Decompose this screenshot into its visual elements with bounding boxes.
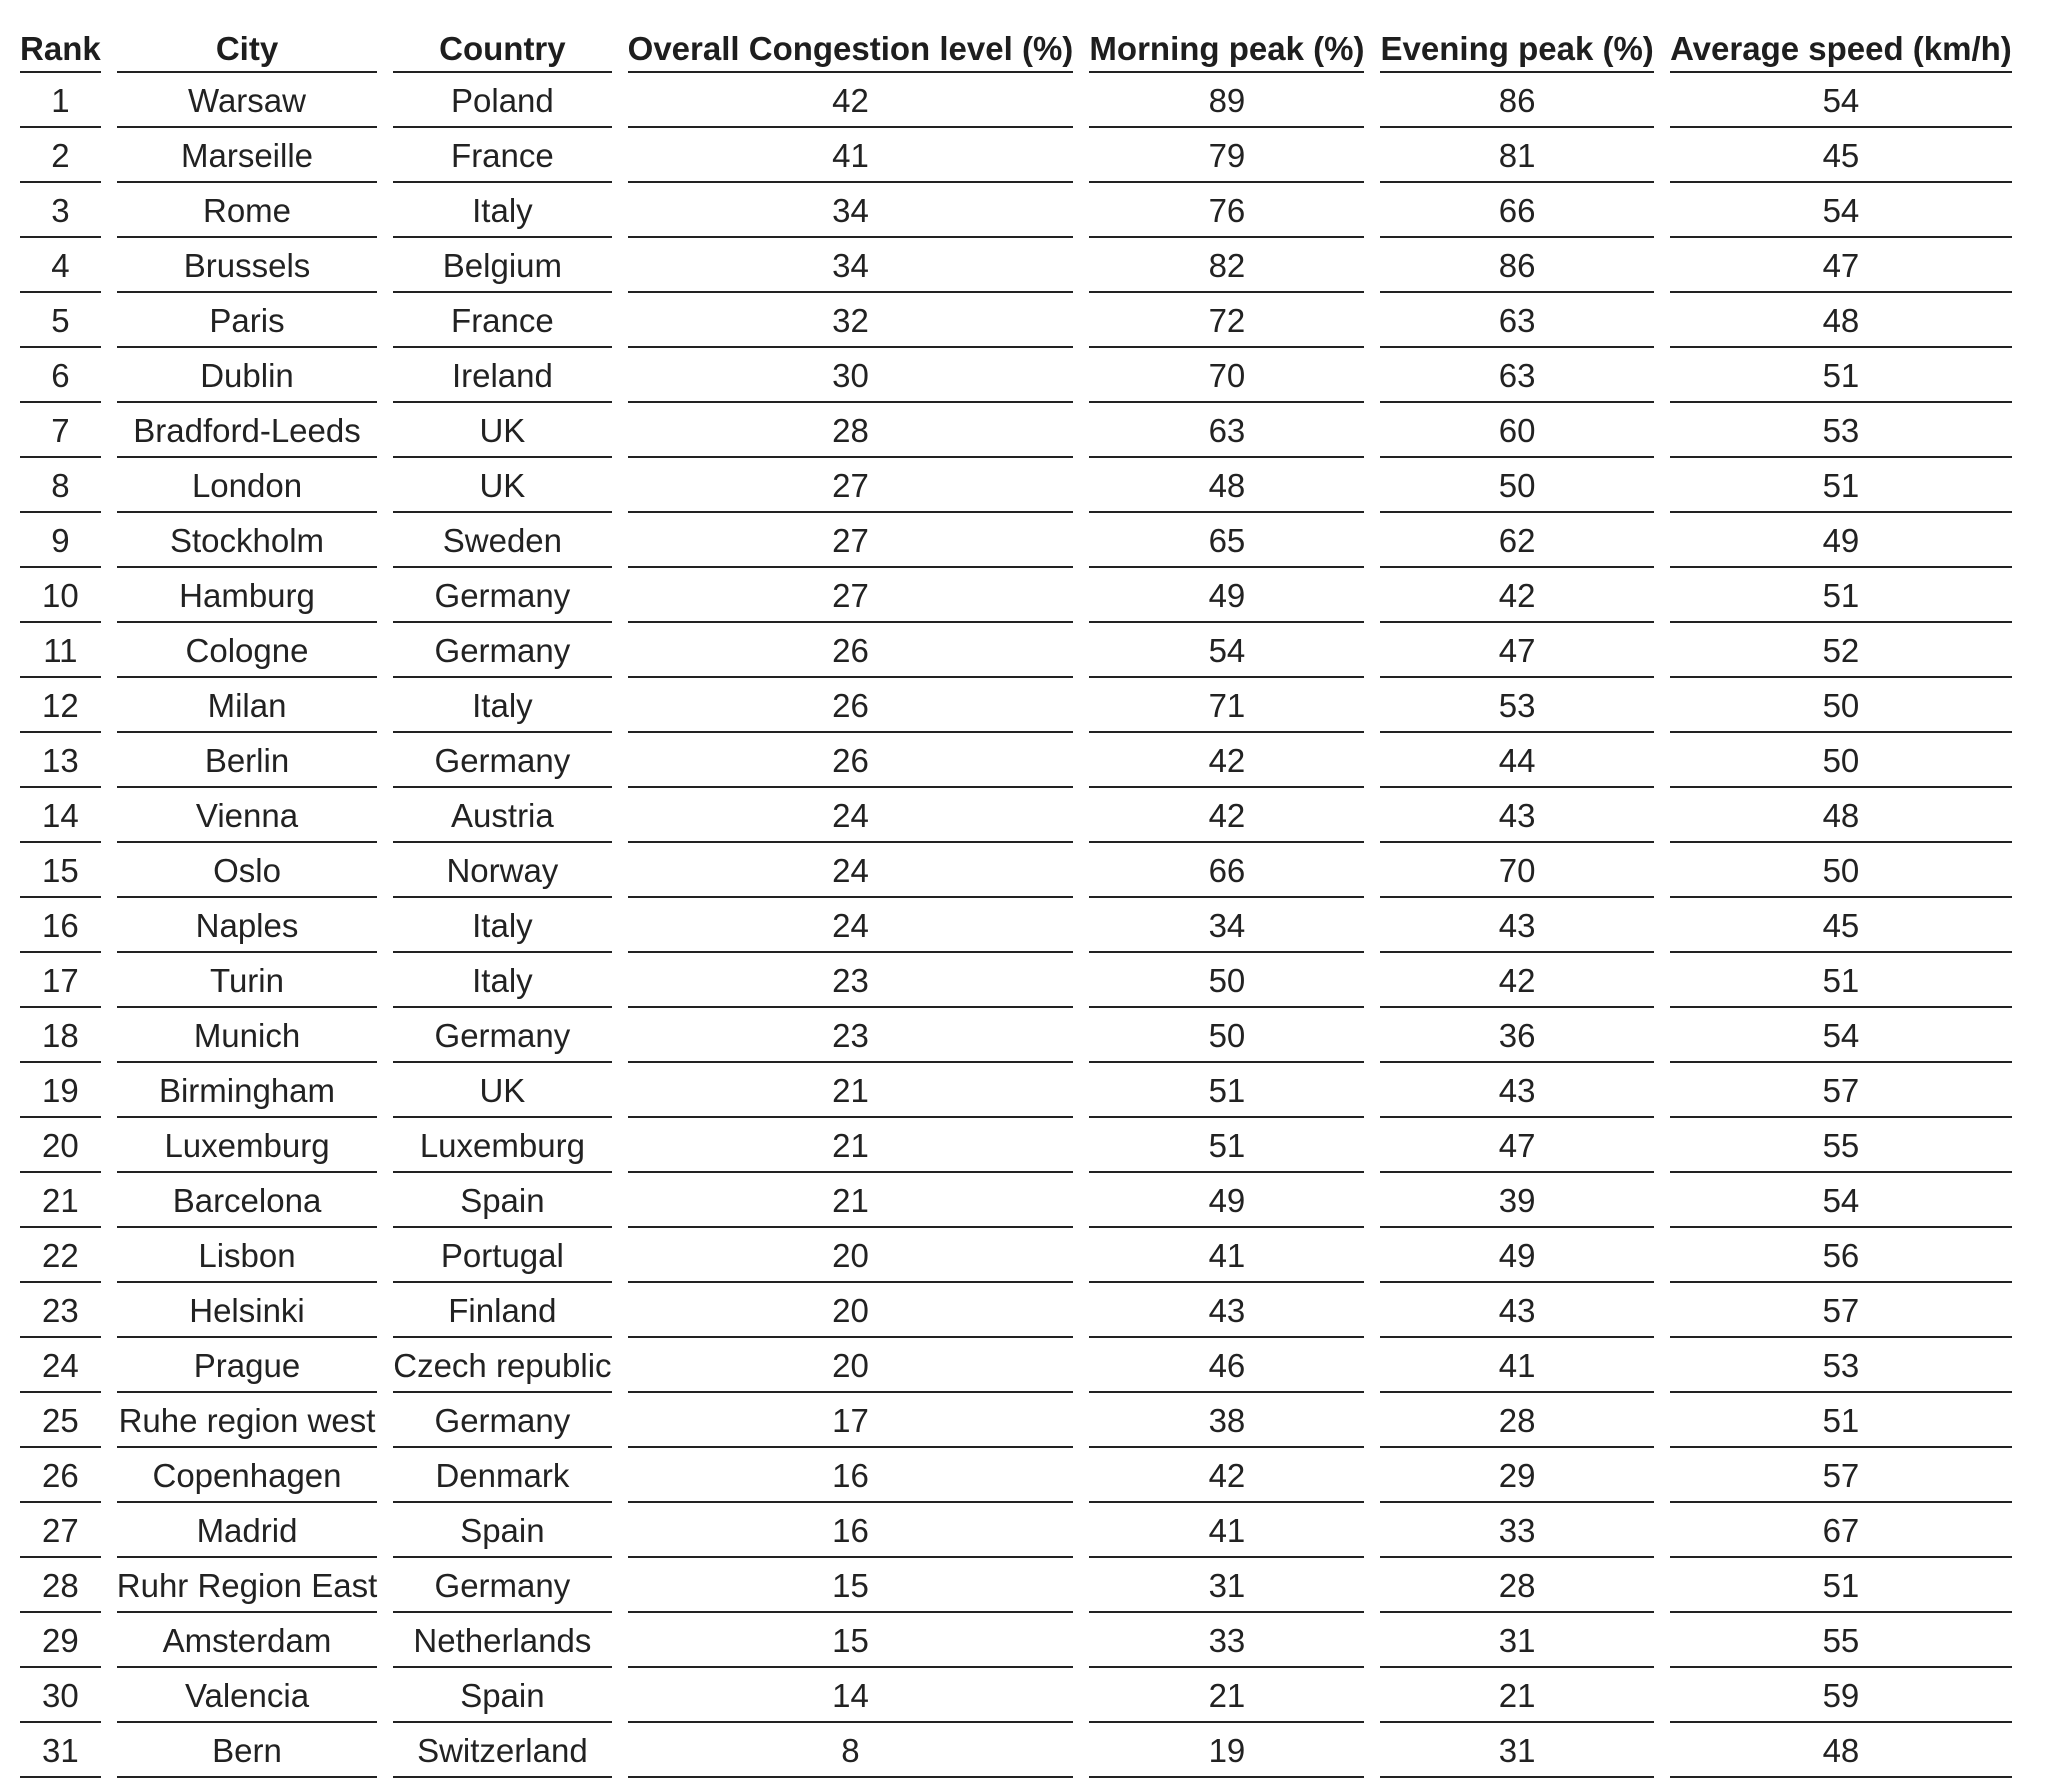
cell-rank: 13 <box>20 733 101 788</box>
cell-average-speed: 51 <box>1670 1558 2012 1613</box>
cell-morning-peak: 79 <box>1089 128 1364 183</box>
cell-country: Luxemburg <box>393 1118 611 1173</box>
cell-evening-peak: 63 <box>1380 348 1653 403</box>
cell-country: Denmark <box>393 1448 611 1503</box>
cell-country: UK <box>393 1063 611 1118</box>
cell-average-speed: 50 <box>1670 843 2012 898</box>
cell-rank: 15 <box>20 843 101 898</box>
cell-rank: 23 <box>20 1283 101 1338</box>
header-morning-peak: Morning peak (%) <box>1089 18 1364 73</box>
cell-overall-congestion: 15 <box>628 1613 1074 1668</box>
table-row <box>20 183 2012 238</box>
cell-overall-congestion: 34 <box>628 183 1074 238</box>
cell-morning-peak: 51 <box>1089 1118 1364 1173</box>
cell-country: Czech republic <box>393 1338 611 1393</box>
cell-average-speed: 48 <box>1670 293 2012 348</box>
cell-evening-peak: 70 <box>1380 843 1653 898</box>
cell-morning-peak: 46 <box>1089 1338 1364 1393</box>
cell-overall-congestion: 17 <box>628 1393 1074 1448</box>
cell-evening-peak: 21 <box>1380 1668 1653 1723</box>
cell-city: Turin <box>117 953 377 1008</box>
cell-average-speed: 54 <box>1670 1008 2012 1063</box>
cell-country: Germany <box>393 1558 611 1613</box>
cell-average-speed: 45 <box>1670 898 2012 953</box>
cell-rank: 24 <box>20 1338 101 1393</box>
cell-rank: 17 <box>20 953 101 1008</box>
cell-country: Netherlands <box>393 1613 611 1668</box>
table-row <box>20 1558 2012 1613</box>
cell-country: France <box>393 128 611 183</box>
table-row <box>20 1063 2012 1118</box>
cell-overall-congestion: 26 <box>628 623 1074 678</box>
cell-overall-congestion: 24 <box>628 843 1074 898</box>
cell-city: London <box>117 458 377 513</box>
cell-average-speed: 51 <box>1670 568 2012 623</box>
table-row <box>20 403 2012 458</box>
header-overall-congestion: Overall Congestion level (%) <box>628 18 1074 73</box>
cell-morning-peak: 42 <box>1089 733 1364 788</box>
cell-rank: 25 <box>20 1393 101 1448</box>
cell-morning-peak: 66 <box>1089 843 1364 898</box>
cell-country: France <box>393 293 611 348</box>
cell-city: Naples <box>117 898 377 953</box>
cell-average-speed: 54 <box>1670 183 2012 238</box>
cell-city: Bradford-Leeds <box>117 403 377 458</box>
cell-evening-peak: 60 <box>1380 403 1653 458</box>
cell-country: Finland <box>393 1283 611 1338</box>
cell-evening-peak: 39 <box>1380 1173 1653 1228</box>
cell-rank: 6 <box>20 348 101 403</box>
cell-evening-peak: 33 <box>1380 1503 1653 1558</box>
cell-city: Barcelona <box>117 1173 377 1228</box>
cell-city: Marseille <box>117 128 377 183</box>
cell-morning-peak: 49 <box>1089 1173 1364 1228</box>
cell-average-speed: 48 <box>1670 788 2012 843</box>
cell-overall-congestion: 20 <box>628 1228 1074 1283</box>
cell-morning-peak: 42 <box>1089 788 1364 843</box>
cell-morning-peak: 63 <box>1089 403 1364 458</box>
header-average-speed: Average speed (km/h) <box>1670 18 2012 73</box>
cell-city: Cologne <box>117 623 377 678</box>
cell-rank: 18 <box>20 1008 101 1063</box>
cell-rank: 10 <box>20 568 101 623</box>
table-row <box>20 1723 2012 1778</box>
table-row <box>20 238 2012 293</box>
cell-city: Dublin <box>117 348 377 403</box>
cell-evening-peak: 43 <box>1380 898 1653 953</box>
cell-average-speed: 57 <box>1670 1283 2012 1338</box>
table-body <box>20 73 2012 1778</box>
table-row <box>20 513 2012 568</box>
cell-morning-peak: 54 <box>1089 623 1364 678</box>
table-row <box>20 1228 2012 1283</box>
cell-rank: 30 <box>20 1668 101 1723</box>
cell-morning-peak: 48 <box>1089 458 1364 513</box>
cell-average-speed: 54 <box>1670 73 2012 128</box>
cell-country: Germany <box>393 733 611 788</box>
cell-city: Paris <box>117 293 377 348</box>
cell-average-speed: 56 <box>1670 1228 2012 1283</box>
cell-morning-peak: 42 <box>1089 1448 1364 1503</box>
table-row <box>20 1448 2012 1503</box>
cell-overall-congestion: 34 <box>628 238 1074 293</box>
cell-country: Germany <box>393 1393 611 1448</box>
cell-evening-peak: 31 <box>1380 1613 1653 1668</box>
cell-overall-congestion: 20 <box>628 1283 1074 1338</box>
cell-rank: 2 <box>20 128 101 183</box>
cell-rank: 27 <box>20 1503 101 1558</box>
congestion-table <box>4 18 2028 1778</box>
cell-city: Luxemburg <box>117 1118 377 1173</box>
cell-evening-peak: 43 <box>1380 788 1653 843</box>
cell-evening-peak: 36 <box>1380 1008 1653 1063</box>
cell-overall-congestion: 41 <box>628 128 1074 183</box>
cell-overall-congestion: 24 <box>628 788 1074 843</box>
cell-evening-peak: 43 <box>1380 1063 1653 1118</box>
cell-morning-peak: 31 <box>1089 1558 1364 1613</box>
cell-city: Ruhr Region East <box>117 1558 377 1613</box>
cell-city: Brussels <box>117 238 377 293</box>
cell-evening-peak: 31 <box>1380 1723 1653 1778</box>
cell-evening-peak: 66 <box>1380 183 1653 238</box>
cell-country: UK <box>393 403 611 458</box>
cell-morning-peak: 49 <box>1089 568 1364 623</box>
cell-country: Switzerland <box>393 1723 611 1778</box>
table-row <box>20 293 2012 348</box>
cell-country: Germany <box>393 1008 611 1063</box>
cell-overall-congestion: 42 <box>628 73 1074 128</box>
cell-city: Rome <box>117 183 377 238</box>
cell-evening-peak: 42 <box>1380 953 1653 1008</box>
cell-overall-congestion: 26 <box>628 733 1074 788</box>
cell-overall-congestion: 14 <box>628 1668 1074 1723</box>
cell-average-speed: 57 <box>1670 1063 2012 1118</box>
cell-evening-peak: 49 <box>1380 1228 1653 1283</box>
cell-evening-peak: 28 <box>1380 1558 1653 1613</box>
table-row <box>20 1008 2012 1063</box>
table-row <box>20 1668 2012 1723</box>
table-row <box>20 1118 2012 1173</box>
cell-overall-congestion: 20 <box>628 1338 1074 1393</box>
cell-rank: 28 <box>20 1558 101 1613</box>
cell-country: Belgium <box>393 238 611 293</box>
cell-city: Warsaw <box>117 73 377 128</box>
cell-city: Hamburg <box>117 568 377 623</box>
table-row <box>20 348 2012 403</box>
cell-evening-peak: 86 <box>1380 238 1653 293</box>
cell-morning-peak: 76 <box>1089 183 1364 238</box>
cell-rank: 4 <box>20 238 101 293</box>
cell-evening-peak: 63 <box>1380 293 1653 348</box>
cell-overall-congestion: 15 <box>628 1558 1074 1613</box>
cell-average-speed: 51 <box>1670 953 2012 1008</box>
cell-country: Spain <box>393 1173 611 1228</box>
cell-overall-congestion: 26 <box>628 678 1074 733</box>
header-country: Country <box>393 18 611 73</box>
cell-country: Sweden <box>393 513 611 568</box>
cell-city: Ruhe region west <box>117 1393 377 1448</box>
cell-morning-peak: 72 <box>1089 293 1364 348</box>
header-row <box>20 18 2012 73</box>
cell-country: Austria <box>393 788 611 843</box>
table-row <box>20 73 2012 128</box>
cell-country: Italy <box>393 183 611 238</box>
cell-morning-peak: 43 <box>1089 1283 1364 1338</box>
cell-rank: 7 <box>20 403 101 458</box>
cell-city: Lisbon <box>117 1228 377 1283</box>
cell-average-speed: 57 <box>1670 1448 2012 1503</box>
cell-morning-peak: 89 <box>1089 73 1364 128</box>
cell-average-speed: 50 <box>1670 733 2012 788</box>
cell-morning-peak: 41 <box>1089 1503 1364 1558</box>
cell-rank: 14 <box>20 788 101 843</box>
cell-rank: 19 <box>20 1063 101 1118</box>
cell-overall-congestion: 24 <box>628 898 1074 953</box>
cell-city: Vienna <box>117 788 377 843</box>
cell-evening-peak: 44 <box>1380 733 1653 788</box>
table-row <box>20 898 2012 953</box>
cell-morning-peak: 65 <box>1089 513 1364 568</box>
cell-average-speed: 55 <box>1670 1118 2012 1173</box>
header-evening-peak: Evening peak (%) <box>1380 18 1653 73</box>
cell-country: UK <box>393 458 611 513</box>
cell-overall-congestion: 21 <box>628 1118 1074 1173</box>
cell-city: Munich <box>117 1008 377 1063</box>
cell-average-speed: 51 <box>1670 348 2012 403</box>
cell-rank: 21 <box>20 1173 101 1228</box>
cell-rank: 22 <box>20 1228 101 1283</box>
cell-average-speed: 67 <box>1670 1503 2012 1558</box>
table-row <box>20 623 2012 678</box>
cell-evening-peak: 42 <box>1380 568 1653 623</box>
cell-rank: 8 <box>20 458 101 513</box>
cell-city: Amsterdam <box>117 1613 377 1668</box>
cell-country: Italy <box>393 898 611 953</box>
cell-rank: 3 <box>20 183 101 238</box>
cell-country: Poland <box>393 73 611 128</box>
cell-average-speed: 52 <box>1670 623 2012 678</box>
cell-overall-congestion: 27 <box>628 513 1074 568</box>
cell-average-speed: 59 <box>1670 1668 2012 1723</box>
cell-evening-peak: 62 <box>1380 513 1653 568</box>
cell-overall-congestion: 16 <box>628 1448 1074 1503</box>
cell-evening-peak: 28 <box>1380 1393 1653 1448</box>
table-row <box>20 678 2012 733</box>
cell-overall-congestion: 32 <box>628 293 1074 348</box>
cell-average-speed: 47 <box>1670 238 2012 293</box>
cell-morning-peak: 82 <box>1089 238 1364 293</box>
cell-overall-congestion: 23 <box>628 1008 1074 1063</box>
cell-country: Italy <box>393 953 611 1008</box>
cell-rank: 1 <box>20 73 101 128</box>
cell-overall-congestion: 23 <box>628 953 1074 1008</box>
header-rank: Rank <box>20 18 101 73</box>
cell-city: Copenhagen <box>117 1448 377 1503</box>
cell-average-speed: 53 <box>1670 1338 2012 1393</box>
cell-evening-peak: 50 <box>1380 458 1653 513</box>
cell-rank: 29 <box>20 1613 101 1668</box>
cell-overall-congestion: 27 <box>628 568 1074 623</box>
cell-overall-congestion: 21 <box>628 1063 1074 1118</box>
cell-overall-congestion: 30 <box>628 348 1074 403</box>
cell-morning-peak: 50 <box>1089 953 1364 1008</box>
table-row <box>20 1283 2012 1338</box>
cell-country: Spain <box>393 1668 611 1723</box>
cell-country: Italy <box>393 678 611 733</box>
table-row <box>20 568 2012 623</box>
table-row <box>20 733 2012 788</box>
cell-overall-congestion: 28 <box>628 403 1074 458</box>
cell-evening-peak: 29 <box>1380 1448 1653 1503</box>
table-row <box>20 1338 2012 1393</box>
table-header <box>20 18 2012 73</box>
cell-evening-peak: 43 <box>1380 1283 1653 1338</box>
cell-morning-peak: 19 <box>1089 1723 1364 1778</box>
cell-average-speed: 48 <box>1670 1723 2012 1778</box>
cell-city: Birmingham <box>117 1063 377 1118</box>
cell-overall-congestion: 8 <box>628 1723 1074 1778</box>
cell-city: Milan <box>117 678 377 733</box>
table-row <box>20 1503 2012 1558</box>
table-row <box>20 953 2012 1008</box>
cell-average-speed: 50 <box>1670 678 2012 733</box>
cell-overall-congestion: 16 <box>628 1503 1074 1558</box>
cell-country: Norway <box>393 843 611 898</box>
cell-city: Helsinki <box>117 1283 377 1338</box>
cell-city: Berlin <box>117 733 377 788</box>
cell-rank: 16 <box>20 898 101 953</box>
table-row <box>20 1173 2012 1228</box>
cell-city: Valencia <box>117 1668 377 1723</box>
cell-average-speed: 55 <box>1670 1613 2012 1668</box>
cell-average-speed: 49 <box>1670 513 2012 568</box>
cell-evening-peak: 47 <box>1380 1118 1653 1173</box>
cell-morning-peak: 21 <box>1089 1668 1364 1723</box>
cell-rank: 31 <box>20 1723 101 1778</box>
table-row <box>20 128 2012 183</box>
cell-evening-peak: 47 <box>1380 623 1653 678</box>
cell-morning-peak: 33 <box>1089 1613 1364 1668</box>
cell-country: Portugal <box>393 1228 611 1283</box>
cell-average-speed: 54 <box>1670 1173 2012 1228</box>
cell-rank: 12 <box>20 678 101 733</box>
cell-rank: 20 <box>20 1118 101 1173</box>
cell-evening-peak: 86 <box>1380 73 1653 128</box>
cell-morning-peak: 50 <box>1089 1008 1364 1063</box>
cell-average-speed: 51 <box>1670 1393 2012 1448</box>
cell-city: Bern <box>117 1723 377 1778</box>
cell-rank: 26 <box>20 1448 101 1503</box>
cell-evening-peak: 81 <box>1380 128 1653 183</box>
congestion-table-container <box>20 18 2028 1778</box>
table-row <box>20 1393 2012 1448</box>
cell-country: Ireland <box>393 348 611 403</box>
cell-city: Prague <box>117 1338 377 1393</box>
cell-rank: 11 <box>20 623 101 678</box>
table-row <box>20 788 2012 843</box>
cell-morning-peak: 71 <box>1089 678 1364 733</box>
cell-country: Spain <box>393 1503 611 1558</box>
cell-overall-congestion: 21 <box>628 1173 1074 1228</box>
table-row <box>20 843 2012 898</box>
cell-city: Oslo <box>117 843 377 898</box>
cell-rank: 9 <box>20 513 101 568</box>
table-row <box>20 458 2012 513</box>
cell-city: Madrid <box>117 1503 377 1558</box>
cell-evening-peak: 53 <box>1380 678 1653 733</box>
cell-morning-peak: 70 <box>1089 348 1364 403</box>
cell-rank: 5 <box>20 293 101 348</box>
cell-morning-peak: 34 <box>1089 898 1364 953</box>
header-city: City <box>117 18 377 73</box>
cell-evening-peak: 41 <box>1380 1338 1653 1393</box>
table-row <box>20 1613 2012 1668</box>
cell-average-speed: 45 <box>1670 128 2012 183</box>
cell-morning-peak: 51 <box>1089 1063 1364 1118</box>
cell-morning-peak: 41 <box>1089 1228 1364 1283</box>
cell-country: Germany <box>393 568 611 623</box>
cell-country: Germany <box>393 623 611 678</box>
cell-city: Stockholm <box>117 513 377 568</box>
cell-morning-peak: 38 <box>1089 1393 1364 1448</box>
cell-average-speed: 53 <box>1670 403 2012 458</box>
cell-overall-congestion: 27 <box>628 458 1074 513</box>
cell-average-speed: 51 <box>1670 458 2012 513</box>
